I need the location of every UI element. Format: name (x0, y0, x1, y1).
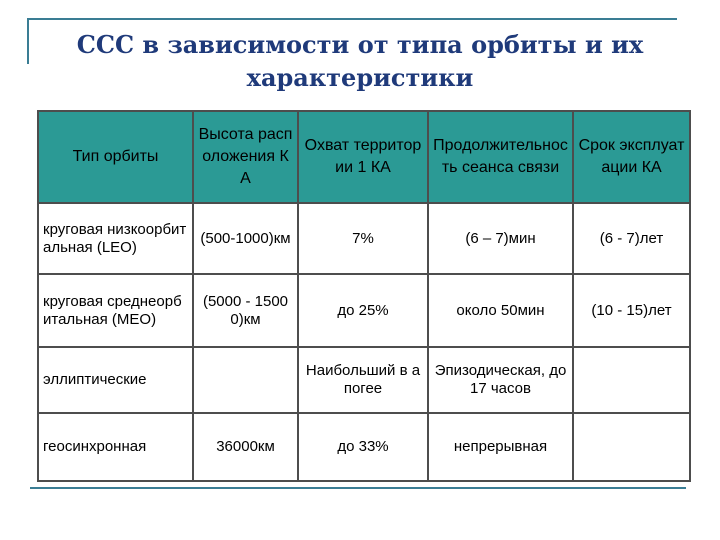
header-row (38, 111, 690, 203)
cell-orbit-type: эллиптические (38, 347, 193, 413)
cell-orbit-type: геосинхронная (38, 413, 193, 481)
frame-left-line (27, 18, 29, 64)
cell-altitude: 36000км (193, 413, 298, 481)
cell-session-duration: непрерывная (428, 413, 573, 481)
header-cell-session-duration: Продолжительность сеанса связи (428, 111, 573, 203)
header-cell-altitude: Высота расположения КА (193, 111, 298, 203)
table-row (38, 203, 690, 274)
cell-orbit-type: круговая низкоорбитальная (LEO) (38, 203, 193, 274)
cell-coverage: до 33% (298, 413, 428, 481)
cell-session-duration: около 50мин (428, 274, 573, 347)
title-line-2: характеристики (246, 63, 474, 92)
table-row (38, 347, 690, 413)
header-cell-coverage: Охват территории 1 КА (298, 111, 428, 203)
frame-bottom-line (30, 487, 686, 489)
frame-top-line (27, 18, 677, 20)
table-row (38, 413, 690, 481)
title-line-1: ССС в зависимости от типа орбиты и их (76, 30, 644, 59)
page-title (60, 28, 660, 94)
header-cell-orbit-type: Тип орбиты (38, 111, 193, 203)
cell-lifetime: (6 - 7)лет (573, 203, 690, 274)
orbit-characteristics-table (37, 110, 691, 482)
cell-altitude: (500-1000)км (193, 203, 298, 274)
header-cell-lifetime: Срок эксплуатации КА (573, 111, 690, 203)
cell-session-duration: Эпизодическая, до 17 часов (428, 347, 573, 413)
cell-altitude: (5000 - 15000)км (193, 274, 298, 347)
cell-session-duration: (6 – 7)мин (428, 203, 573, 274)
cell-coverage: до 25% (298, 274, 428, 347)
cell-lifetime (573, 347, 690, 413)
cell-orbit-type: круговая среднеорбитальная (MEO) (38, 274, 193, 347)
table-row (38, 274, 690, 347)
cell-altitude (193, 347, 298, 413)
cell-coverage: 7% (298, 203, 428, 274)
cell-coverage: Наибольший в апогее (298, 347, 428, 413)
cell-lifetime: (10 - 15)лет (573, 274, 690, 347)
cell-lifetime (573, 413, 690, 481)
